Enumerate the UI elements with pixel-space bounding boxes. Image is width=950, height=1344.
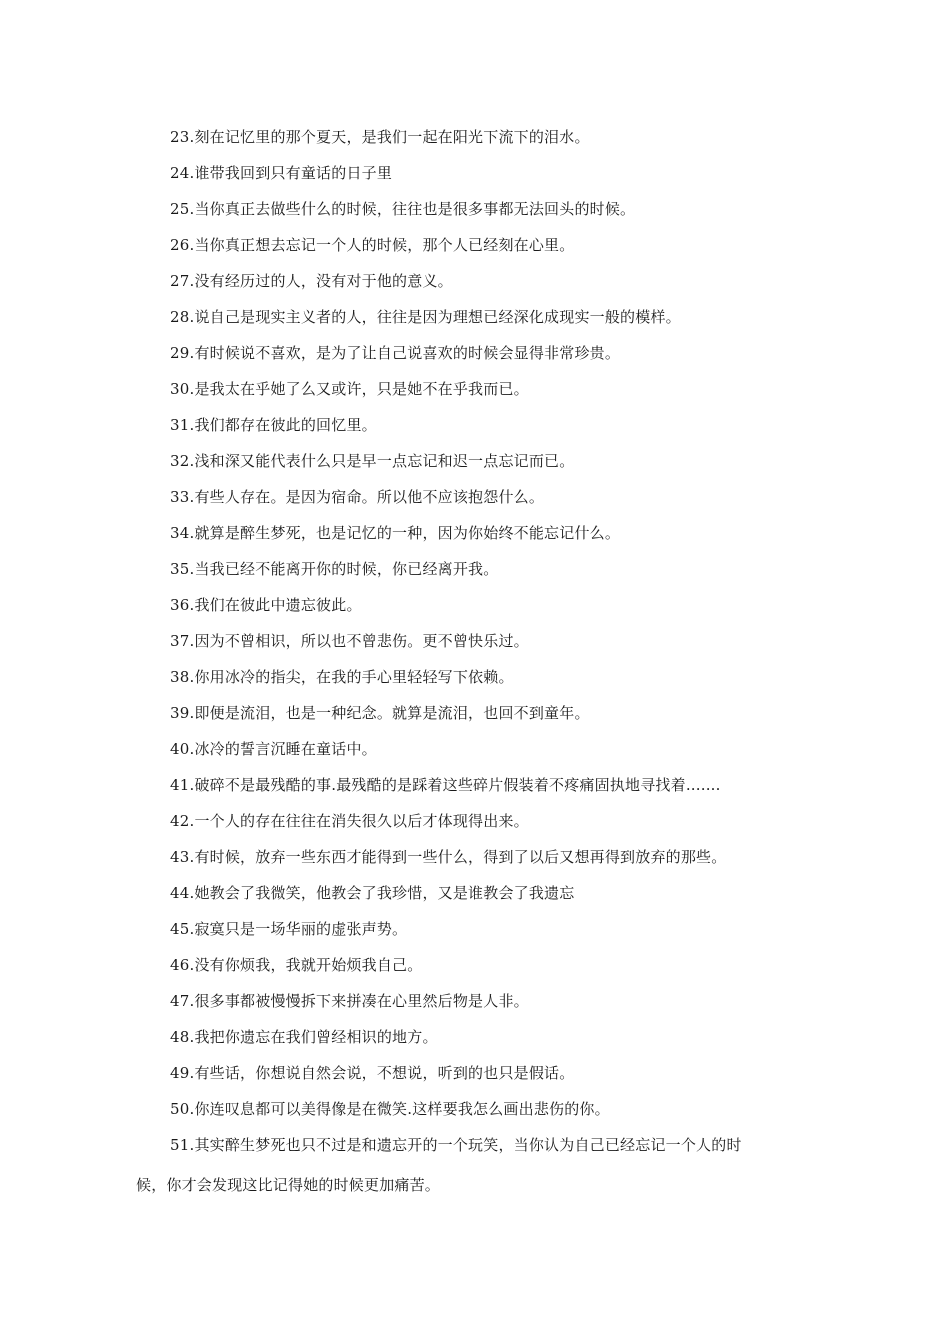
list-item: 48.我把你遗忘在我们曾经相识的地方。 <box>170 1028 438 1046</box>
list-item: 31.我们都存在彼此的回忆里。 <box>170 416 377 434</box>
list-item: 26.当你真正想去忘记一个人的时候，那个人已经刻在心里。 <box>170 236 575 254</box>
list-item: 50.你连叹息都可以美得像是在微笑.这样要我怎么画出悲伤的你。 <box>170 1100 610 1118</box>
list-item: 49.有些话，你想说自然会说，不想说，听到的也只是假话。 <box>170 1064 575 1082</box>
list-item: 41.破碎不是最残酷的事.最残酷的是踩着这些碎片假装着不疼痛固执地寻找着....... <box>170 776 721 794</box>
list-item: 32.浅和深又能代表什么只是早一点忘记和迟一点忘记而已。 <box>170 452 575 470</box>
list-item: 34.就算是醉生梦死，也是记忆的一种，因为你始终不能忘记什么。 <box>170 524 621 542</box>
list-item: 29.有时候说不喜欢，是为了让自己说喜欢的时候会显得非常珍贵。 <box>170 344 621 362</box>
list-item: 42.一个人的存在往往在消失很久以后才体现得出来。 <box>170 812 529 830</box>
quote-list <box>136 124 836 1198</box>
list-item-continuation: 候，你才会发现这比记得她的时候更加痛苦。 <box>136 1176 441 1194</box>
list-item: 24.谁带我回到只有童话的日子里 <box>170 164 393 182</box>
list-item: 33.有些人存在。是因为宿命。所以他不应该抱怨什么。 <box>170 488 545 506</box>
list-item-wrapped <box>136 1132 826 1198</box>
list-item: 23.刻在记忆里的那个夏天，是我们一起在阳光下流下的泪水。 <box>170 128 590 146</box>
list-item: 43.有时候，放弃一些东西才能得到一些什么，得到了以后又想再得到放弃的那些。 <box>170 848 727 866</box>
list-item: 25.当你真正去做些什么的时候，往往也是很多事都无法回头的时候。 <box>170 200 636 218</box>
list-item: 30.是我太在乎她了么又或许，只是她不在乎我而已。 <box>170 380 529 398</box>
list-item: 46.没有你烦我，我就开始烦我自己。 <box>170 956 423 974</box>
list-item: 40.冰冷的誓言沉睡在童话中。 <box>170 740 377 758</box>
list-item: 36.我们在彼此中遗忘彼此。 <box>170 596 362 614</box>
list-item: 27.没有经历过的人，没有对于他的意义。 <box>170 272 453 290</box>
list-item: 35.当我已经不能离开你的时候，你已经离开我。 <box>170 560 499 578</box>
list-item-first-part: 51.其实醉生梦死也只不过是和遗忘开的一个玩笑，当你认为自己已经忘记一个人的时 <box>170 1136 742 1154</box>
list-item: 37.因为不曾相识，所以也不曾悲伤。更不曾快乐过。 <box>170 632 529 650</box>
list-item: 38.你用冰冷的指尖，在我的手心里轻轻写下依赖。 <box>170 668 514 686</box>
list-item: 28.说自己是现实主义者的人，往往是因为理想已经深化成现实一般的模样。 <box>170 308 681 326</box>
list-item: 39.即便是流泪，也是一种纪念。就算是流泪，也回不到童年。 <box>170 704 590 722</box>
list-item: 44.她教会了我微笑，他教会了我珍惜，又是谁教会了我遗忘 <box>170 884 575 902</box>
list-item: 47.很多事都被慢慢拆下来拼凑在心里然后物是人非。 <box>170 992 529 1010</box>
list-item: 45.寂寞只是一场华丽的虚张声势。 <box>170 920 408 938</box>
